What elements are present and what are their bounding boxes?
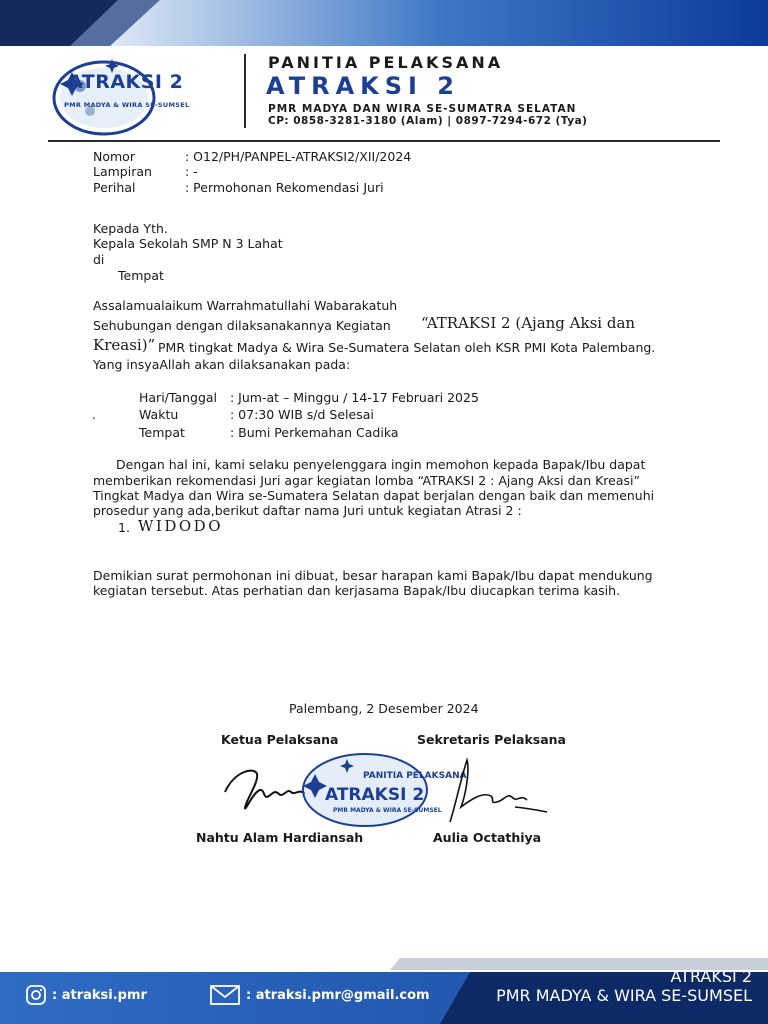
paragraph2-line2: memberikan rekomendasi Juri agar kegiatan lomba “ATRAKSI 2 : Ajang Aksi dan Kreasi” (93, 473, 640, 488)
stamp-main-text: ATRAKSI 2 (325, 785, 425, 805)
nomor-label: Nomor (93, 149, 135, 164)
right-signer-name: Aulia Octathiya (433, 830, 542, 845)
logo-subtitle: PMR MADYA & WIRA SE-SUMSEL (64, 101, 190, 109)
recipient-line1: Kepada Yth. (93, 221, 168, 236)
email-icon (210, 985, 240, 1005)
paragraph3-line2: kegiatan tersebut. Atas perhatian dan kerjasama Bapak/Ibu diucapkan terima kasih. (93, 583, 621, 598)
left-signer-title: Ketua Pelaksana (221, 732, 339, 747)
right-signature-icon (450, 760, 547, 822)
left-signer-name: Nahtu Alam Hardiansah (196, 830, 364, 845)
org-contact: CP: 0858-3281-3180 (Alam) | 0897-7294-672 (Tya) (268, 115, 588, 127)
nomor-value: : O12/PH/PANPEL-ATRAKSI2/XII/2024 (185, 149, 412, 164)
detail-value-date: : Jum-at – Minggu / 14-17 Februari 2025 (230, 390, 479, 405)
stamp-top-text: PANITIA PELAKSANA (363, 771, 467, 781)
event-name-serif: “ATRAKSI 2 (Ajang Aksi dan (421, 314, 636, 332)
paragraph2-line4: prosedur yang ada,berikut daftar nama Juri untuk kegiatan Atrasi 2 : (93, 503, 522, 518)
header-banner (0, 0, 768, 46)
paragraph3-line1: Demikian surat permohonan ini dibuat, besar harapan kami Bapak/Ibu dapat mendukung (93, 568, 653, 583)
paragraph1-start: Sehubungan dengan dilaksanakannya Kegiatan (93, 318, 391, 333)
footer-email[interactable]: : atraksi.pmr@gmail.com (246, 988, 430, 1003)
juri-number: 1. (118, 520, 130, 535)
greeting: Assalamualaikum Warrahmatullahi Wabarakatuh (93, 298, 398, 313)
place-date: Palembang, 2 Desember 2024 (289, 701, 479, 716)
org-scope: PMR MADYA DAN WIRA SE-SUMATRA SELATAN (268, 103, 577, 115)
logo-title: ATRAKSI 2 (68, 71, 184, 93)
left-signature-icon (225, 771, 305, 809)
footer-event-title: ATRAKSI 2 (670, 967, 752, 986)
paragraph2-line3: Tingkat Madya dan Wira se-Sumatera Selatan dapat berjalan dengan baik dan memenuhi (93, 488, 655, 503)
right-signer-title: Sekretaris Pelaksana (417, 732, 566, 747)
perihal-label: Perihal (93, 180, 136, 195)
footer-instagram[interactable]: : atraksi.pmr (52, 988, 147, 1003)
paragraph1-end: Yang insyaAllah akan dilaksanakan pada: (93, 357, 351, 372)
signatures-and-stamp (215, 752, 560, 832)
detail-label-date: Hari/Tanggal (139, 390, 218, 405)
detail-label-place: Tempat (139, 425, 185, 440)
perihal-value: : Permohonan Rekomendasi Juri (185, 180, 384, 195)
org-event: ATRAKSI 2 (266, 72, 461, 100)
lampiran-value: : - (185, 164, 198, 179)
header-rule (48, 140, 720, 142)
org-title: PANITIA PELAKSANA (268, 53, 504, 72)
atraksi-logo (50, 56, 230, 138)
juri-name: WIDODO (138, 517, 223, 535)
stamp-sub-text: PMR MADYA & WIRA SE-SUMSEL (333, 807, 442, 814)
paragraph2-line1: Dengan hal ini, kami selaku penyelenggara ingin memohon kepada Bapak/Ibu dapat (116, 457, 646, 472)
paragraph1-middle: PMR tingkat Madya & Wira Se-Sumatera Selatan oleh KSR PMI Kota Palembang. (158, 340, 656, 355)
footer-event-subtitle: PMR MADYA & WIRA SE-SUMSEL (496, 986, 752, 1005)
stray-dot: . (92, 407, 96, 422)
detail-value-place: : Bumi Perkemahan Cadika (230, 425, 399, 440)
header-divider (244, 54, 246, 128)
recipient-line4: Tempat (118, 268, 164, 283)
recipient-line2: Kepala Sekolah SMP N 3 Lahat (93, 236, 283, 251)
detail-label-time: Waktu (139, 407, 179, 422)
event-name-serif-end: Kreasi)” (93, 336, 156, 354)
recipient-line3: di (93, 252, 105, 267)
lampiran-label: Lampiran (93, 164, 152, 179)
detail-value-time: : 07:30 WIB s/d Selesai (230, 407, 374, 422)
instagram-icon (26, 985, 46, 1005)
